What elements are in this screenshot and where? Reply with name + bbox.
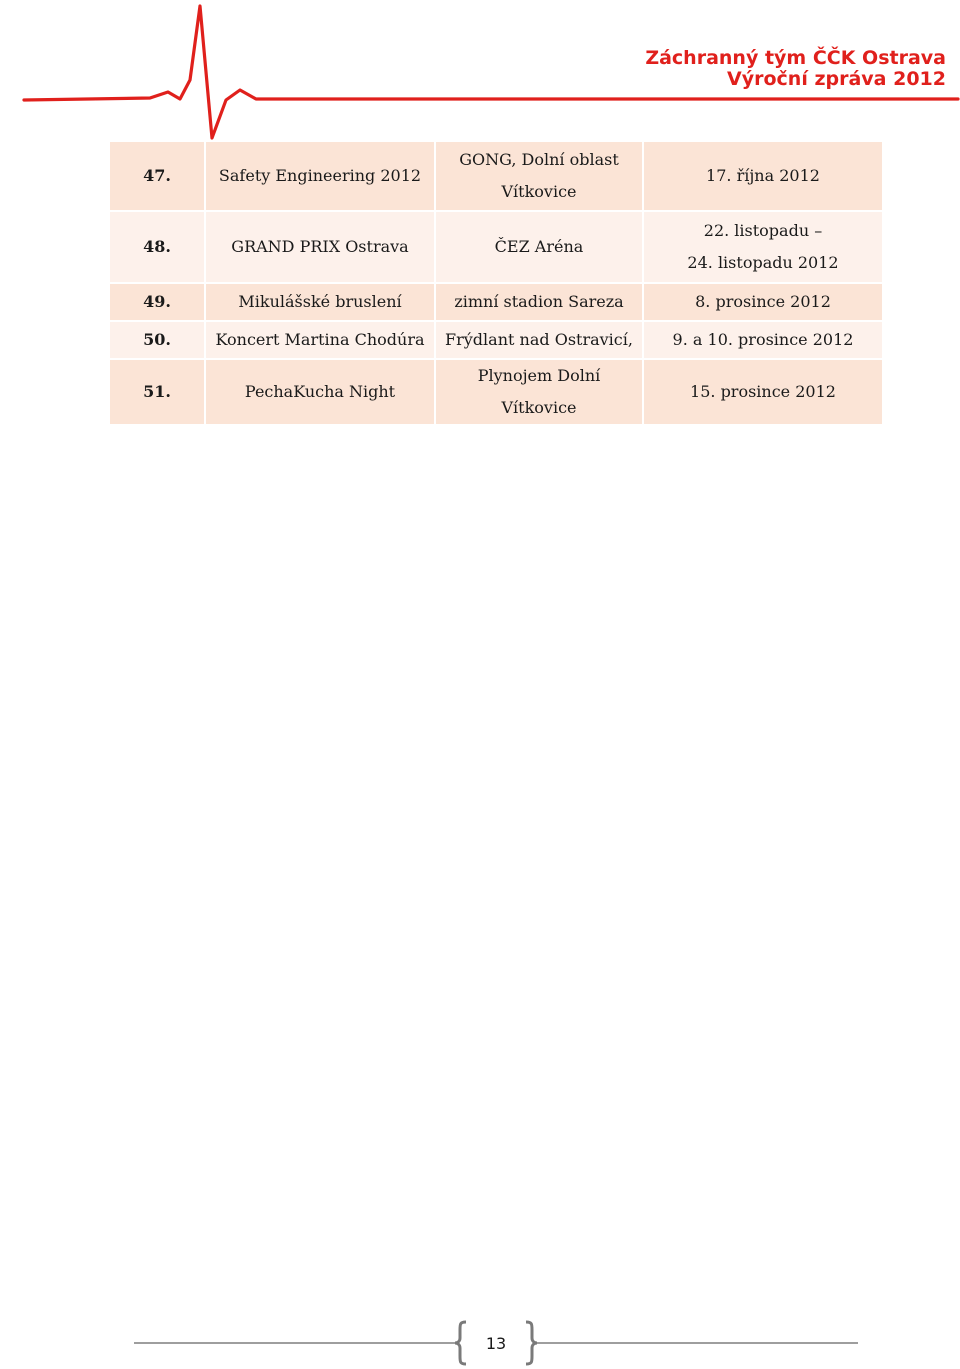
row-number: 47. — [110, 142, 206, 212]
row-number: 49. — [110, 284, 206, 322]
page-number: 13 — [485, 1334, 507, 1353]
header-title-line-2: Výroční zpráva 2012 — [727, 67, 946, 90]
table-row — [110, 284, 882, 322]
event-place — [436, 360, 644, 426]
header-title-line-1: Záchranný tým ČČK Ostrava — [645, 47, 946, 69]
event-place-line: GONG, Dolní oblast — [459, 150, 619, 169]
event-name: Mikulášské bruslení — [206, 284, 436, 322]
event-place — [436, 142, 644, 212]
row-number: 50. — [110, 322, 206, 360]
table-row — [110, 360, 882, 426]
event-place: ČEZ Aréna — [436, 212, 644, 284]
event-date-line: 24. listopadu 2012 — [687, 253, 839, 272]
event-place-line: Plynojem Dolní — [477, 366, 601, 385]
event-place-line: Vítkovice — [501, 398, 577, 417]
row-number: 48. — [110, 212, 206, 284]
event-place: Frýdlant nad Ostravicí, — [436, 322, 644, 360]
event-date: 15. prosince 2012 — [644, 360, 882, 426]
event-name: PechaKucha Night — [206, 360, 436, 426]
event-place-line: Vítkovice — [501, 182, 577, 201]
event-date-line: 22. listopadu – — [703, 221, 823, 240]
event-date — [644, 212, 882, 284]
event-name: Koncert Martina Chodúra — [206, 322, 436, 360]
events-table — [110, 142, 882, 426]
footer-divider-right — [536, 1342, 858, 1344]
footer-divider-left — [134, 1342, 456, 1344]
table-row — [110, 142, 882, 212]
event-date: 9. a 10. prosince 2012 — [644, 322, 882, 360]
report-header-title — [526, 48, 946, 90]
event-name: Safety Engineering 2012 — [206, 142, 436, 212]
table-row — [110, 322, 882, 360]
event-date: 17. října 2012 — [644, 142, 882, 212]
event-place: zimní stadion Sareza — [436, 284, 644, 322]
row-number: 51. — [110, 360, 206, 426]
table-row — [110, 212, 882, 284]
event-date: 8. prosince 2012 — [644, 284, 882, 322]
event-name: GRAND PRIX Ostrava — [206, 212, 436, 284]
